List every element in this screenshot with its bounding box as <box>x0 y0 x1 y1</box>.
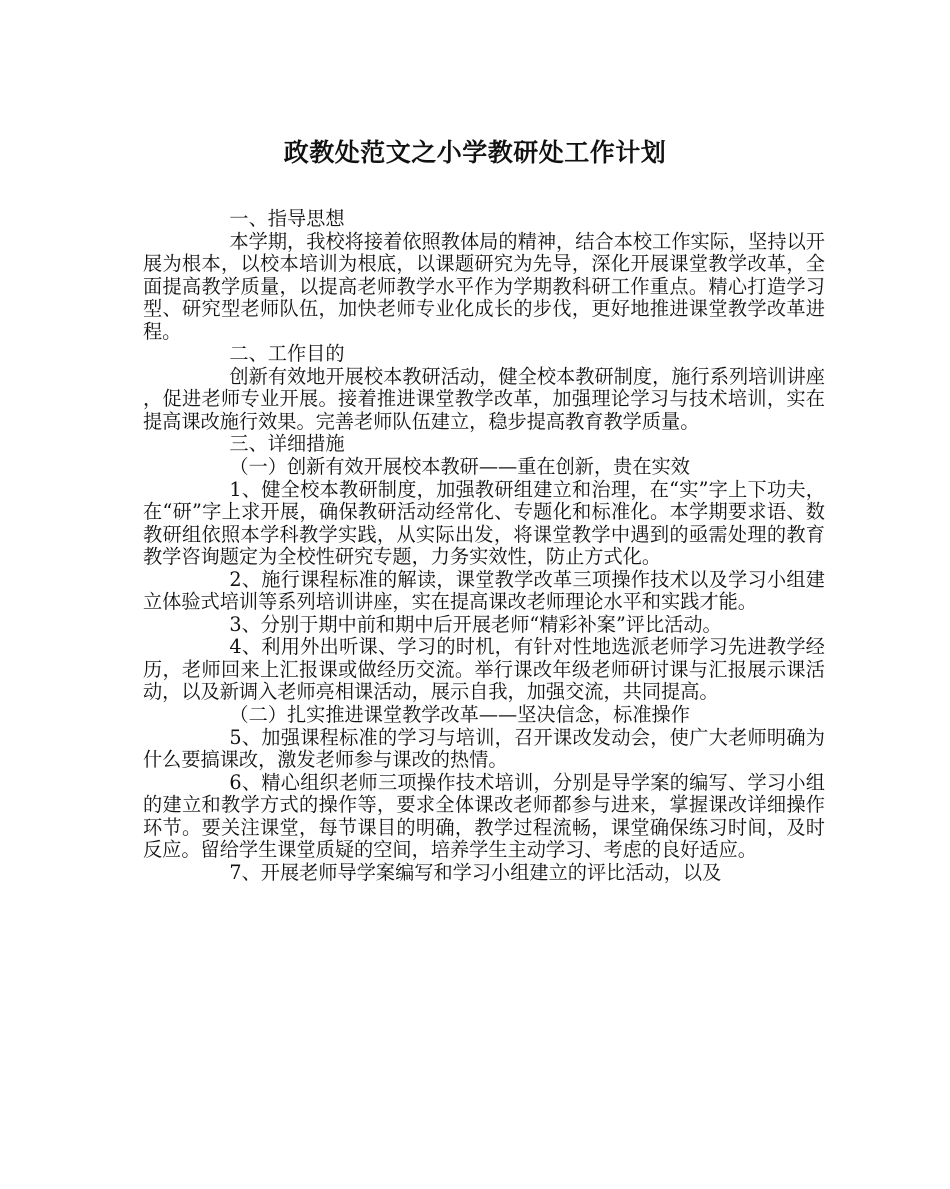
paragraph-item-4: 4、利用外出听课、学习的时机，有针对性地选派老师学习先进教学经历，老师回来上汇报课或做经历交流。举行课改年级老师研讨课与汇报展示课活动，以及新调入老师亮相课活动，展示自我，加强交流，共同提高。 <box>143 635 825 704</box>
section-heading-work-goal: 二、工作目的 <box>229 342 345 366</box>
paragraph-item-2: 2、施行课程标准的解读，课堂教学改革三项操作技术以及学习小组建立体验式培训等系列培训讲座，实在提高课改老师理论水平和实践才能。 <box>143 567 825 614</box>
paragraph-item-3: 3、分别于期中前和期中后开展老师“精彩补案”评比活动。 <box>229 612 722 636</box>
paragraph-item-6: 6、精心组织老师三项操作技术培训，分别是导学案的编写、学习小组的建立和教学方式的操作等，要求全体课改老师都参与进来，掌握课改详细操作环节。要关注课堂，每节课目的明确，教学过程流畅，课堂确保练习时间，及时反应。留给学生课堂质疑的空间，培养学生主动学习、考虑的良好适应。 <box>143 770 825 862</box>
paragraph-work-goal: 创新有效地开展校本教研活动，健全校本教研制度，施行系列培训讲座，促进老师专业开展。接着推进课堂教学改革，加强理论学习与技术培训，实在提高课改施行效果。完善老师队伍建立，稳步提高教育教学质量。 <box>143 364 825 433</box>
paragraph-item-1: 1、健全校本教研制度，加强教研组建立和治理，在“实”字上下功夫，在“研”字上求开展，确保教研活动经常化、专题化和标准化。本学期要求语、数教研组依照本学科教学实践，从实际出发，将课堂教学中遇到的亟需处理的教育教学咨询题定为全校性研究专题，力务实效性，防止方式化。 <box>143 477 825 569</box>
paragraph-guiding-thought: 本学期，我校将接着依照教体局的精神，结合本校工作实际，坚持以开展为根本，以校本培训为根底，以课题研究为先导，深化开展课堂教学改革，全面提高教学质量，以提高老师教学水平作为学期教科研工作重点。精心打造学习型、研究型老师队伍，加快老师专业化成长的步伐，更好地推进课堂教学改革进程。 <box>143 229 825 343</box>
subsection-heading-classroom-reform: （二）扎实推进课堂教学改革——坚决信念，标准操作 <box>229 703 690 727</box>
paragraph-item-7: 7、开展老师导学案编写和学习小组建立的评比活动，以及 <box>229 860 722 884</box>
subsection-heading-teaching-research: （一）创新有效开展校本教研——重在创新，贵在实效 <box>229 455 690 479</box>
document-title: 政教处范文之小学教研处工作计划 <box>283 138 667 167</box>
paragraph-item-5: 5、加强课程标准的学习与培训，召开课改发动会，使广大老师明确为什么要搞课改，激发老师参与课改的热情。 <box>143 725 825 772</box>
section-heading-measures: 三、详细措施 <box>229 432 345 456</box>
document-body <box>143 208 825 884</box>
section-heading-guiding-thought: 一、指导思想 <box>229 207 345 230</box>
